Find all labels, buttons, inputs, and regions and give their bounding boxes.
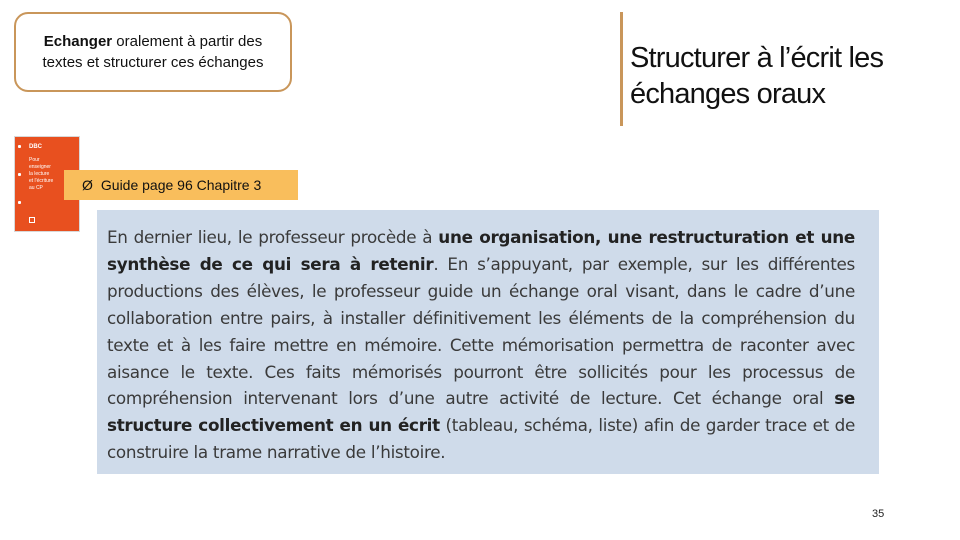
- quote-bold: se structure collectivement en un écrit: [107, 388, 855, 436]
- cover-bullet: [18, 173, 21, 176]
- cover-bullet: [18, 145, 21, 148]
- cover-tag: DBC: [29, 144, 42, 150]
- guide-reference: [64, 170, 298, 200]
- callout-rest: oralement à partir des textes et structurer ces échanges: [42, 33, 264, 71]
- guide-label: Guide page 96 Chapitre 3: [100, 177, 262, 193]
- callout-text: [26, 31, 280, 73]
- callout-bold: Echanger: [43, 33, 113, 50]
- cover-line: Pour: [29, 157, 40, 163]
- quote-excerpt: [97, 210, 879, 474]
- slide-title: Structurer à l’écrit les échanges oraux: [630, 42, 884, 110]
- cover-bullet: [18, 201, 21, 204]
- quote-text: (tableau, schéma, liste) afin de garder trace et de construire la trame narrative de l’histoire.: [107, 415, 855, 463]
- cover-line: la lecture: [29, 171, 50, 177]
- arrow-bullet-icon: Ø: [82, 177, 93, 193]
- cover-line: au CP: [29, 185, 43, 191]
- callout-box: [14, 12, 292, 92]
- page-number: 35: [872, 508, 885, 520]
- cover-line: enseigner: [29, 164, 51, 170]
- quote-bold: une organisation, une restructuration et une synthèse de ce qui sera à retenir: [107, 227, 855, 274]
- quote-text: . En s’appuyant, par exemple, sur les différentes productions des élèves, le professeur guide un échange oral visant, dans le cadre d’une collaboration entre pairs, à installer définitivement les éléments de la compréhension du texte et à les faire mettre en mémoire. Cette mémorisation permettra de raconter avec aisance le texte. Ces faits mémorisés pourront être sollicités pour les processus de compréhension intervenant lors d’une autre activité de lecture. Cet échange oral: [107, 253, 856, 409]
- quote-text: En dernier lieu, le professeur procède à: [107, 227, 439, 247]
- title-divider: [620, 12, 623, 126]
- cover-line: et l'écriture: [29, 178, 54, 184]
- cover-logo-icon: [29, 217, 35, 223]
